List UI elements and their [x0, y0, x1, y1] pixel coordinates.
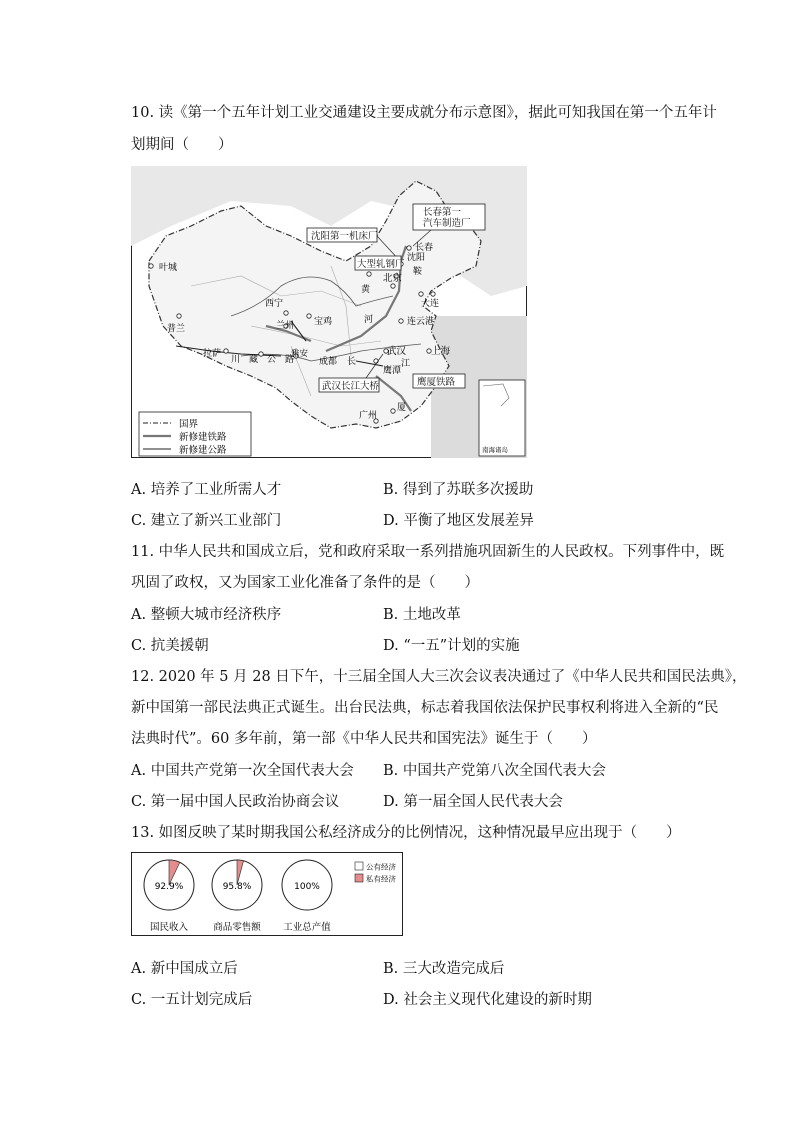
label-wuhan-bridge: 武汉长江大桥	[322, 381, 380, 392]
public-private-pie-charts	[131, 852, 403, 936]
q13-option-c: C. 一五计划完成后	[131, 992, 253, 1008]
label-guangzhou: 广州	[359, 411, 378, 421]
label-yingxia-railway: 鹰厦铁路	[417, 377, 456, 388]
legend-swatch-1	[355, 862, 363, 870]
label-dalian: 大连	[421, 299, 440, 309]
label-he: 河	[364, 315, 374, 325]
q13-stem-line1: 13. 如图反映了某时期我国公私经济成分的比例情况，这种情况最早应出现于（ ）	[131, 825, 681, 841]
label-shanghai: 上海	[431, 346, 451, 357]
q12-stem-line2: 新中国第一部民法典正式诞生。出台民法典，标志着我国依法保护民事权利将进入全新的“民	[131, 700, 719, 716]
legend-label-2: 私有经济	[366, 874, 396, 884]
q13-option-a: A. 新中国成立后	[131, 961, 238, 977]
label-yingtan: 鹰潭	[383, 366, 402, 376]
q12-option-c: C. 第一届中国人民政治协商会议	[131, 794, 340, 810]
label-xiamen: 厦	[397, 403, 407, 413]
legend-swatch-2	[355, 874, 363, 882]
first-five-year-plan-map	[131, 166, 527, 458]
pie-3-value-label: 100%	[294, 882, 320, 892]
label-nanhai: 南海诸岛	[482, 446, 508, 454]
q12-option-a: A. 中国共产党第一次全国代表大会	[131, 763, 354, 779]
q12-stem-line1: 12. 2020 年 5 月 28 日下午，十三届全国人大三次会议表决通过了《中华人民共和国民法典》，	[131, 669, 747, 685]
legend-road: 新修建公路	[179, 445, 227, 456]
pie-3-category-label: 工业总产值	[283, 922, 331, 933]
q10-option-a: A. 培养了工业所需人才	[131, 482, 282, 498]
label-lanzhou: 兰州	[276, 321, 295, 331]
label-lianyungang: 连云港	[407, 317, 435, 327]
label-chengdu: 成都	[319, 357, 338, 367]
q13-option-d: D. 社会主义现代化建设的新时期	[383, 992, 592, 1008]
label-shenyang-factory: 沈阳第一机床厂	[311, 231, 378, 242]
legend-rail: 新修建铁路	[179, 432, 227, 443]
label-chang: 长	[347, 357, 357, 367]
label-chuanzang-road: 川 藏 公 路	[231, 355, 295, 365]
q10-option-c: C. 建立了新兴工业部门	[131, 513, 282, 529]
label-baoji: 宝鸡	[314, 317, 333, 327]
q10-stem-line2: 划期间（ ）	[131, 137, 233, 153]
label-yaan: 雅安	[291, 349, 309, 359]
legend-border: 国界	[179, 419, 199, 430]
q11-option-a: A. 整顿大城市经济秩序	[131, 607, 282, 623]
label-changchun-factory-1: 长春第一	[423, 207, 462, 218]
q12-stem-line3: 法典时代”。60 多年前，第一部《中华人民共和国宪法》诞生于（ ）	[131, 731, 597, 747]
q11-option-c: C. 抗美援朝	[131, 638, 209, 654]
pie-1-value-label: 92.9%	[154, 882, 184, 892]
q11-option-d: D. “一五”计划的实施	[383, 638, 520, 654]
label-jiang: 江	[401, 359, 411, 369]
label-pulan: 普兰	[167, 324, 186, 334]
q10-option-b: B. 得到了苏联多次援助	[383, 482, 534, 498]
label-changchun-factory-2: 汽车制造厂	[423, 218, 471, 229]
pie-2-category-label: 商品零售额	[213, 922, 261, 933]
label-shenyang: 沈阳	[407, 253, 426, 263]
label-steel-mill: 大型轧钢厂	[357, 259, 405, 270]
q13-option-b: B. 三大改造完成后	[383, 961, 505, 977]
pie-1-category-label: 国民收入	[149, 922, 189, 933]
q12-option-b: B. 中国共产党第八次全国代表大会	[383, 763, 606, 779]
label-xining: 西宁	[265, 299, 284, 309]
pie-2-value-label: 95.8%	[222, 882, 252, 892]
q11-option-b: B. 土地改革	[383, 607, 461, 623]
q10-option-d: D. 平衡了地区发展差异	[383, 513, 534, 529]
label-lhasa: 拉萨	[203, 349, 222, 359]
label-wuhan: 武汉	[387, 346, 407, 357]
q12-option-d: D. 第一届全国人民代表大会	[383, 794, 563, 810]
q11-stem-line2: 巩固了政权，又为国家工业化准备了条件的是（ ）	[131, 575, 479, 591]
label-yecheng: 叶城	[159, 263, 178, 273]
label-beijing: 北京	[383, 273, 403, 284]
legend-label-1: 公有经济	[366, 862, 396, 872]
label-anshan: 鞍	[413, 267, 423, 277]
q11-stem-line1: 11. 中华人民共和国成立后，党和政府采取一系列措施巩固新生的人民政权。下列事件中，既	[131, 544, 725, 560]
q10-stem-line1: 10. 读《第一个五年计划工业交通建设主要成就分布示意图》，据此可知我国在第一个五年计	[131, 105, 717, 121]
label-huang: 黄	[361, 285, 371, 295]
label-changchun: 长春	[415, 243, 434, 253]
